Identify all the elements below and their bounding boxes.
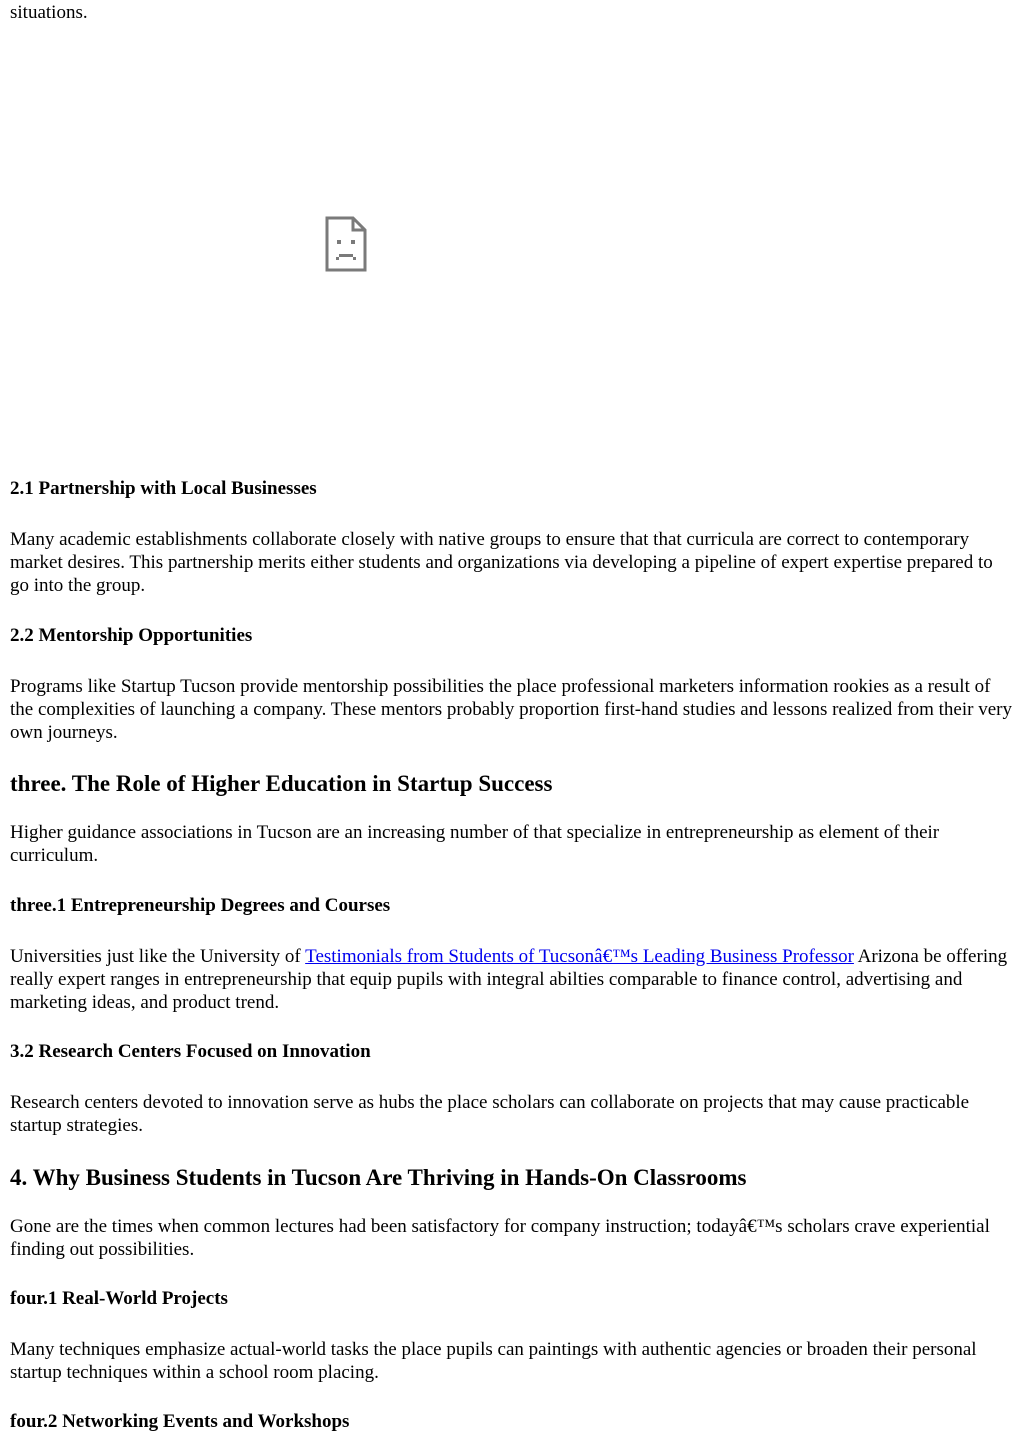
testimonials-link[interactable]: Testimonials from Students of Tucsonâ€™s Leading Business Professor	[305, 945, 854, 967]
paragraph-mentorship-opportunities: Programs like Startup Tucson provide mentorship possibilities the place professional marketers information rookies as a result of the complexities of launching a company. These mentors probably proportion first-hand studies and lessons realized from their very own journeys.	[10, 675, 1012, 744]
broken-image-icon	[325, 216, 367, 272]
heading-real-world-projects: four.1 Real-World Projects	[10, 1288, 228, 1310]
paragraph-business-students-thriving: Gone are the times when common lectures had been satisfactory for company instruction; todayâ€™s scholars crave experiential finding out possibilities.	[10, 1215, 990, 1260]
heading-business-students-thriving: 4. Why Business Students in Tucson Are Thriving in Hands-On Classrooms	[10, 1164, 747, 1190]
heading-role-higher-education: three. The Role of Higher Education in Startup Success	[10, 771, 553, 797]
paragraph-partnership-local-businesses: Many academic establishments collaborate closely with native groups to ensure that that curricula are correct to contemporary market desires. This partnership merits either students and organizations via developing a pipeline of expert expertise prepared to go into the group.	[10, 529, 993, 597]
heading-mentorship-opportunities: 2.2 Mentorship Opportunities	[10, 624, 253, 646]
paragraph-real-world-projects: Many techniques emphasize actual-world tasks the place pupils can paintings with authentic agencies or broaden their personal startup techniques within a school room placing.	[10, 1339, 977, 1384]
paragraph-entrepreneurship-degrees	[10, 945, 1014, 1015]
paragraph-research-centers: Research centers devoted to innovation serve as hubs the place scholars can collaborate on projects that may cause practicable startup strategies.	[10, 1092, 970, 1137]
heading-partnership-local-businesses: 2.1 Partnership with Local Businesses	[10, 478, 317, 499]
heading-research-centers: 3.2 Research Centers Focused on Innovation	[10, 1041, 371, 1063]
article-content	[10, 478, 1014, 1446]
intro-tail-text: situations.	[10, 2, 88, 23]
paragraph-text-before-link: Universities just like the University of	[10, 945, 306, 967]
paragraph-text-after-link: Arizona be offering really expert ranges in entrepreneurship that equip pupils with integral abilties comparable to finance control, advertising and marketing ideas, and product trend.	[10, 945, 1008, 1014]
heading-networking-events: four.2 Networking Events and Workshops	[10, 1411, 350, 1433]
heading-entrepreneurship-degrees: three.1 Entrepreneurship Degrees and Courses	[10, 894, 391, 916]
paragraph-role-higher-education: Higher guidance associations in Tucson are an increasing number of that specialize in entrepreneurship as element of their curriculum.	[10, 822, 940, 867]
broken-image	[10, 40, 682, 450]
